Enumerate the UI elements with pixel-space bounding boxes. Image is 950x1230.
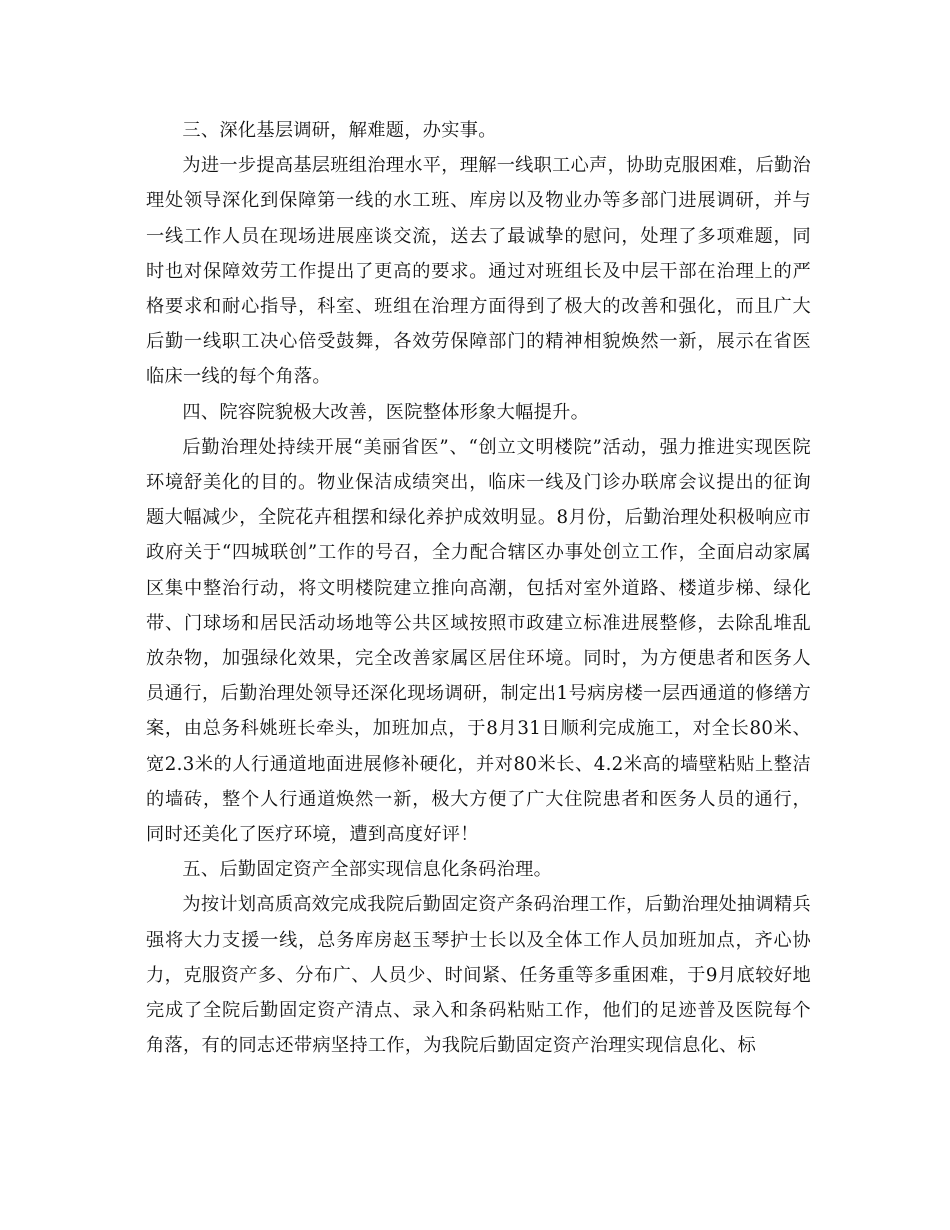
paragraph-research: 为进一步提高基层班组治理水平，理解一线职工心声，协助克服困难，后勤治理处领导深化到保障第一线的水工班、库房以及物业办等多部门进展调研，并与一线工作人员在现场进展座谈交流，送去了最诚挚的慰问，处理了多项难题，同时也对保障效劳工作提出了更高的要求。通过对班组长及中层干部在治理上的严格要求和耐心指导，科室、班组在治理方面得到了极大的改善和强化，而且广大后勤一线职工决心倍受鼓舞，各效劳保障部门的精神相貌焕然一新，展示在省医临床一线的每个角落。 — [146, 155, 811, 388]
section-heading-5: 五、后勤固定资产全部实现信息化条码治理。 — [182, 859, 553, 881]
document-body — [146, 113, 811, 1063]
section-heading-4: 四、院容院貌极大改善，医院整体形象大幅提升。 — [182, 401, 590, 423]
paragraph-environment: 后勤治理处持续开展“美丽省医”、“创立文明楼院”活动，强力推进实现医院环境舒美化的目的。物业保洁成绩突出，临床一线及门诊办联席会议提出的征询题大幅减少，全院花卉租摆和绿化养护成效明显。8月份，后勤治理处积极响应市政府关于“四城联创”工作的号召，全力配合辖区办事处创立工作，全面启动家属区集中整治行动，将文明楼院建立推向高潮，包括对室外道路、楼道步梯、绿化带、门球场和居民活动场地等公共区域按照市政建立标准进展整修，去除乱堆乱放杂物，加强绿化效果，完全改善家属区居住环境。同时，为方便患者和医务人员通行，后勤治理处领导还深化现场调研，制定出1号病房楼一层西通道的修缮方案，由总务科姚班长牵头，加班加点，于8月31日顺利完成施工，对全长80米、宽2.3米的人行通道地面进展修补硬化，并对80米长、4.2米高的墙壁粘贴上整洁的墙砖，整个人行通道焕然一新，极大方便了广大住院患者和医务人员的通行，同时还美化了医疗环境，遭到高度好评！ — [146, 436, 811, 846]
paragraph-assets: 为按计划高质高效完成我院后勤固定资产条码治理工作，后勤治理处抽调精兵强将大力支援一线，总务库房赵玉琴护士长以及全体工作人员加班加点，齐心协力，克服资产多、分布广、人员少、时间紧、任务重等多重困难，于9月底较好地完成了全院后勤固定资产清点、录入和条码粘贴工作，他们的足迹普及医院每个角落，有的同志还带病坚持工作，为我院后勤固定资产治理实现信息化、标 — [146, 894, 811, 1057]
section-heading-3: 三、深化基层调研，解难题，办实事。 — [182, 120, 497, 141]
